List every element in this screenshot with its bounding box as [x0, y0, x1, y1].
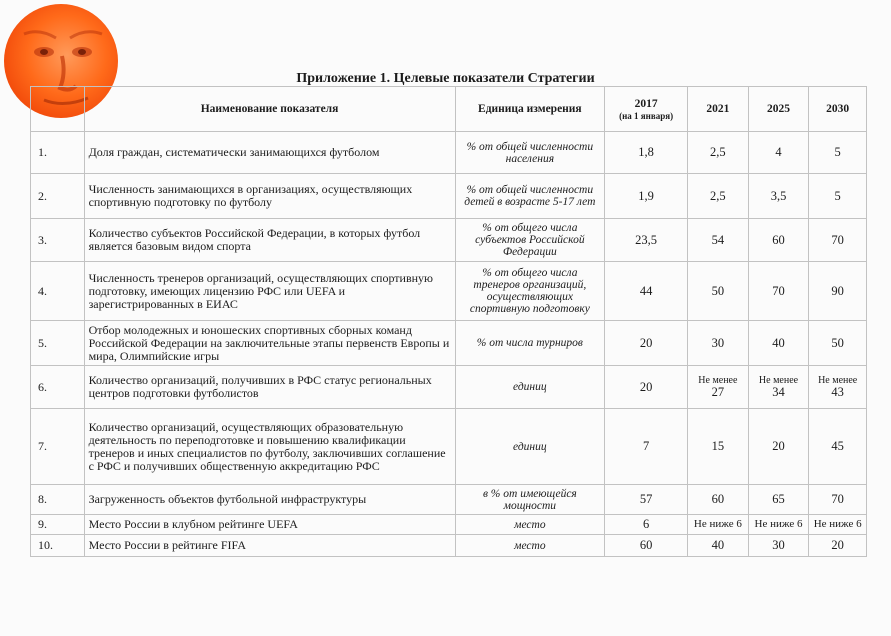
table-row — [31, 174, 867, 219]
table-row — [31, 409, 867, 485]
row-number: 7. — [31, 409, 85, 485]
row-number: 10. — [31, 535, 85, 557]
row-unit: % от общего числа субъектов Российской Федерации — [455, 219, 605, 262]
value-2030: 45 — [809, 409, 867, 485]
row-name: Доля граждан, систематически занимающихся футболом — [84, 132, 455, 174]
value-2021: 2,5 — [688, 132, 749, 174]
row-number: 4. — [31, 262, 85, 321]
header-2025: 2025 — [748, 87, 809, 132]
value-2030: 50 — [809, 321, 867, 366]
row-number: 8. — [31, 485, 85, 515]
value-2030: 70 — [809, 219, 867, 262]
table-row — [31, 485, 867, 515]
header-number — [31, 87, 85, 132]
table-row — [31, 366, 867, 409]
table-row — [31, 515, 867, 535]
value-2017: 1,8 — [605, 132, 688, 174]
value-2017: 20 — [605, 366, 688, 409]
header-2021: 2021 — [688, 87, 749, 132]
header-2017-year: 2017 — [634, 97, 658, 110]
table-row — [31, 219, 867, 262]
value-2021: 54 — [688, 219, 749, 262]
value-2017: 57 — [605, 485, 688, 515]
value-2021: 2,5 — [688, 174, 749, 219]
value-2017: 1,9 — [605, 174, 688, 219]
row-number: 3. — [31, 219, 85, 262]
value-2030-main: 43 — [831, 384, 844, 399]
table-row — [31, 262, 867, 321]
row-number: 9. — [31, 515, 85, 535]
row-name: Численность занимающихся в организациях, осуществляющих спортивную подготовку по футболу — [84, 174, 455, 219]
value-2017: 60 — [605, 535, 688, 557]
value-2021: 40 — [688, 535, 749, 557]
value-2025: 3,5 — [748, 174, 809, 219]
row-unit: единиц — [455, 409, 605, 485]
row-name: Место России в клубном рейтинге UEFA — [84, 515, 455, 535]
value-2021: 60 — [688, 485, 749, 515]
value-2017: 23,5 — [605, 219, 688, 262]
value-2025: 40 — [748, 321, 809, 366]
row-unit: место — [455, 515, 605, 535]
value-2030: Не ниже 6 — [809, 515, 867, 535]
header-2017 — [605, 87, 688, 132]
value-2017: 44 — [605, 262, 688, 321]
row-name: Отбор молодежных и юношеских спортивных сборных команд Российской Федерации на заключительные этапы первенств Европы и мира, Олимпийские игры — [84, 321, 455, 366]
value-2030: 20 — [809, 535, 867, 557]
value-2030: 90 — [809, 262, 867, 321]
value-2021-note: Не менее — [698, 374, 738, 386]
value-2021: 30 — [688, 321, 749, 366]
row-number: 2. — [31, 174, 85, 219]
value-2030-note: Не менее — [818, 374, 858, 386]
table-row — [31, 321, 867, 366]
value-2021-main: 27 — [711, 384, 725, 399]
value-2021: 15 — [688, 409, 749, 485]
row-unit: % от общего числа тренеров организаций, осуществляющих спортивную подготовку — [455, 262, 605, 321]
value-2025: 70 — [748, 262, 809, 321]
value-2025 — [748, 366, 809, 409]
header-2030: 2030 — [809, 87, 867, 132]
value-2025-note: Не менее — [758, 374, 799, 386]
row-unit: в % от имеющейся мощности — [455, 485, 605, 515]
value-2030 — [809, 366, 867, 409]
value-2025: 20 — [748, 409, 809, 485]
row-name: Численность тренеров организаций, осуществляющих спортивную подготовку, имеющих лицензию РФС или UEFA и зарегистрированных в ЕИАС — [84, 262, 455, 321]
value-2017: 7 — [605, 409, 688, 485]
value-2017: 6 — [605, 515, 688, 535]
row-unit: место — [455, 535, 605, 557]
table-row — [31, 132, 867, 174]
row-unit: единиц — [455, 366, 605, 409]
header-name: Наименование показателя — [84, 87, 455, 132]
value-2025: 30 — [748, 535, 809, 557]
row-name: Количество организаций, получивших в РФС статус региональных центров подготовки футболистов — [84, 366, 455, 409]
row-name: Количество организаций, осуществляющих образовательную деятельность по переподготовке и повышению квалификации тренеров и иных специалистов по футболу, заключивших соглашение с РФС и получивших общественную аккредитацию РФС — [84, 409, 455, 485]
row-number: 6. — [31, 366, 85, 409]
value-2030: 5 — [809, 132, 867, 174]
row-number: 5. — [31, 321, 85, 366]
value-2021: Не ниже 6 — [688, 515, 749, 535]
page-title: Приложение 1. Целевые показатели Стратегии — [296, 71, 595, 86]
value-2030: 5 — [809, 174, 867, 219]
row-unit: % от числа турниров — [455, 321, 605, 366]
value-2025: 60 — [748, 219, 809, 262]
table-row — [31, 535, 867, 557]
row-name: Загруженность объектов футбольной инфраструктуры — [84, 485, 455, 515]
value-2025-main: 34 — [772, 384, 785, 399]
row-unit: % от общей численности детей в возрасте 5-17 лет — [455, 174, 605, 219]
value-2025: Не ниже 6 — [748, 515, 809, 535]
value-2017: 20 — [605, 321, 688, 366]
header-row — [31, 87, 867, 132]
row-name: Место России в рейтинге FIFA — [84, 535, 455, 557]
value-2021: 50 — [688, 262, 749, 321]
value-2025: 4 — [748, 132, 809, 174]
row-name: Количество субъектов Российской Федерации, в которых футбол является базовым видом спорта — [84, 219, 455, 262]
value-2021 — [688, 366, 749, 409]
value-2025: 65 — [748, 485, 809, 515]
row-unit: % от общей численности населения — [455, 132, 605, 174]
indicators-table — [30, 86, 867, 557]
header-unit: Единица измерения — [455, 87, 605, 132]
value-2030: 70 — [809, 485, 867, 515]
row-number: 1. — [31, 132, 85, 174]
header-2017-note: (на 1 января) — [619, 110, 674, 121]
